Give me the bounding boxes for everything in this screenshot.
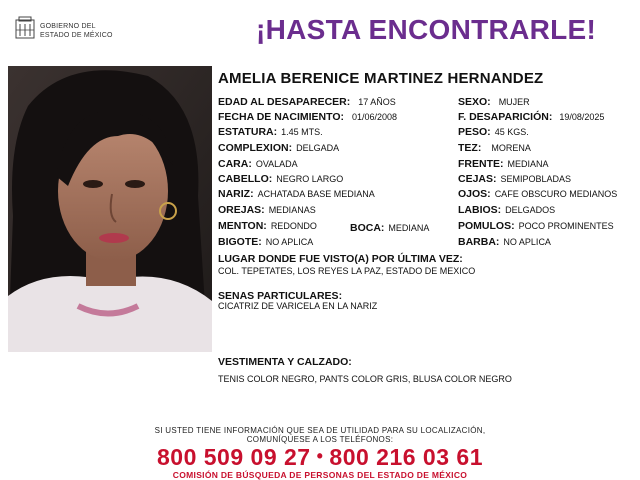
person-name: AMELIA BERENICE MARTINEZ HERNANDEZ <box>218 70 544 87</box>
tez-label: TEZ: <box>458 142 482 154</box>
person-photo <box>8 66 212 352</box>
cabello-value: NEGRO LARGO <box>276 174 344 184</box>
field-peso <box>458 126 529 138</box>
barba-value: NO APLICA <box>503 237 551 247</box>
field-pomulos <box>458 220 614 232</box>
bigote-label: BIGOTE: <box>218 236 262 248</box>
complexion-label: COMPLEXION: <box>218 142 293 154</box>
phone-separator: • <box>316 446 324 466</box>
sexo-value: MUJER <box>498 97 530 107</box>
gov-line-1: GOBIERNO DEL <box>40 23 96 30</box>
complexion-value: DELGADA <box>296 143 340 153</box>
field-boca <box>350 222 429 234</box>
lugar-label: LUGAR DONDE FUE VISTO(A) POR ÚLTIMA VEZ: <box>218 253 463 265</box>
estatura-value: 1.45 MTS. <box>281 127 323 137</box>
pomulos-label: POMULOS: <box>458 220 515 232</box>
field-sexo <box>458 96 530 108</box>
field-ojos <box>458 188 617 200</box>
field-complexion <box>218 142 339 154</box>
labios-value: DELGADOS <box>505 205 556 215</box>
frente-value: MEDIANA <box>507 159 549 169</box>
bigote-value: NO APLICA <box>265 237 314 247</box>
estatura-label: ESTATURA: <box>218 126 278 138</box>
field-frente <box>458 158 549 170</box>
field-fecha-nacimiento <box>218 111 397 123</box>
phone-1[interactable]: 800 509 09 27 <box>157 444 311 470</box>
field-edad <box>218 96 396 108</box>
ojos-value: CAFE OBSCURO MEDIANOS <box>494 189 618 199</box>
barba-label: BARBA: <box>458 236 500 248</box>
pomulos-value: POCO PROMINENTES <box>518 221 614 231</box>
edad-value: 17 AÑOS <box>358 97 396 107</box>
sexo-label: SEXO: <box>458 96 491 108</box>
orejas-value: MEDIANAS <box>268 205 316 215</box>
fdes-value: 19/08/2025 <box>559 112 605 122</box>
lugar-value: COL. TEPETATES, LOS REYES LA PAZ, ESTADO DE MEXICO <box>218 266 476 276</box>
cabello-label: CABELLO: <box>218 173 273 185</box>
field-nariz <box>218 188 375 200</box>
nariz-value: ACHATADA BASE MEDIANA <box>257 189 375 199</box>
field-orejas <box>218 204 316 216</box>
tez-value: MORENA <box>491 143 531 153</box>
fnac-label: FECHA DE NACIMIENTO: <box>218 111 344 123</box>
peso-label: PESO: <box>458 126 491 138</box>
field-estatura <box>218 126 323 138</box>
boca-label: BOCA: <box>350 222 385 234</box>
footer-note-2: COMUNÍQUESE A LOS TELÉFONOS: <box>246 435 394 444</box>
nariz-label: NARIZ: <box>218 188 254 200</box>
cejas-value: SEMIPOBLADAS <box>500 174 572 184</box>
field-bigote <box>218 236 313 248</box>
peso-value: 45 KGS. <box>494 127 529 137</box>
gov-line-2: ESTADO DE MÉXICO <box>40 32 113 39</box>
vestimenta-value: TENIS COLOR NEGRO, PANTS COLOR GRIS, BLUSA COLOR NEGRO <box>218 374 512 384</box>
comision-name: COMISIÓN DE BÚSQUEDA DE PERSONAS DEL ESTADO DE MÉXICO <box>172 470 468 480</box>
frente-label: FRENTE: <box>458 158 504 170</box>
senas-value: CICATRIZ DE VARICELA EN LA NARIZ <box>218 301 378 311</box>
cara-value: OVALADA <box>255 159 298 169</box>
fnac-value: 01/06/2008 <box>352 112 398 122</box>
phone-numbers <box>0 444 640 471</box>
field-fecha-desaparicion <box>458 111 604 123</box>
field-cejas <box>458 173 571 185</box>
labios-label: LABIOS: <box>458 204 502 216</box>
ojos-label: OJOS: <box>458 188 491 200</box>
phone-2[interactable]: 800 216 03 61 <box>329 444 483 470</box>
senas-label: SENAS PARTICULARES: <box>218 290 343 302</box>
vestimenta-label: VESTIMENTA Y CALZADO: <box>218 356 352 368</box>
field-cabello <box>218 173 343 185</box>
cara-label: CARA: <box>218 158 252 170</box>
fdes-label: F. DESAPARICIÓN: <box>458 111 553 123</box>
cejas-label: CEJAS: <box>458 173 497 185</box>
field-menton <box>218 220 317 232</box>
orejas-label: OREJAS: <box>218 204 265 216</box>
portrait-icon <box>8 66 212 352</box>
field-cara <box>218 158 298 170</box>
menton-label: MENTON: <box>218 220 267 232</box>
edad-label: EDAD AL DESAPARECER: <box>218 96 351 108</box>
government-logo <box>14 14 124 44</box>
state-seal-icon <box>14 14 36 42</box>
boca-value: MEDIANA <box>388 223 430 233</box>
field-tez <box>458 142 531 154</box>
headline: ¡HASTA ENCONTRARLE! <box>256 14 597 45</box>
field-barba <box>458 236 551 248</box>
menton-value: REDONDO <box>270 221 317 231</box>
footer-note-1: SI USTED TIENE INFORMACIÓN QUE SEA DE UTILIDAD PARA SU LOCALIZACIÓN, <box>154 426 486 435</box>
field-labios <box>458 204 555 216</box>
